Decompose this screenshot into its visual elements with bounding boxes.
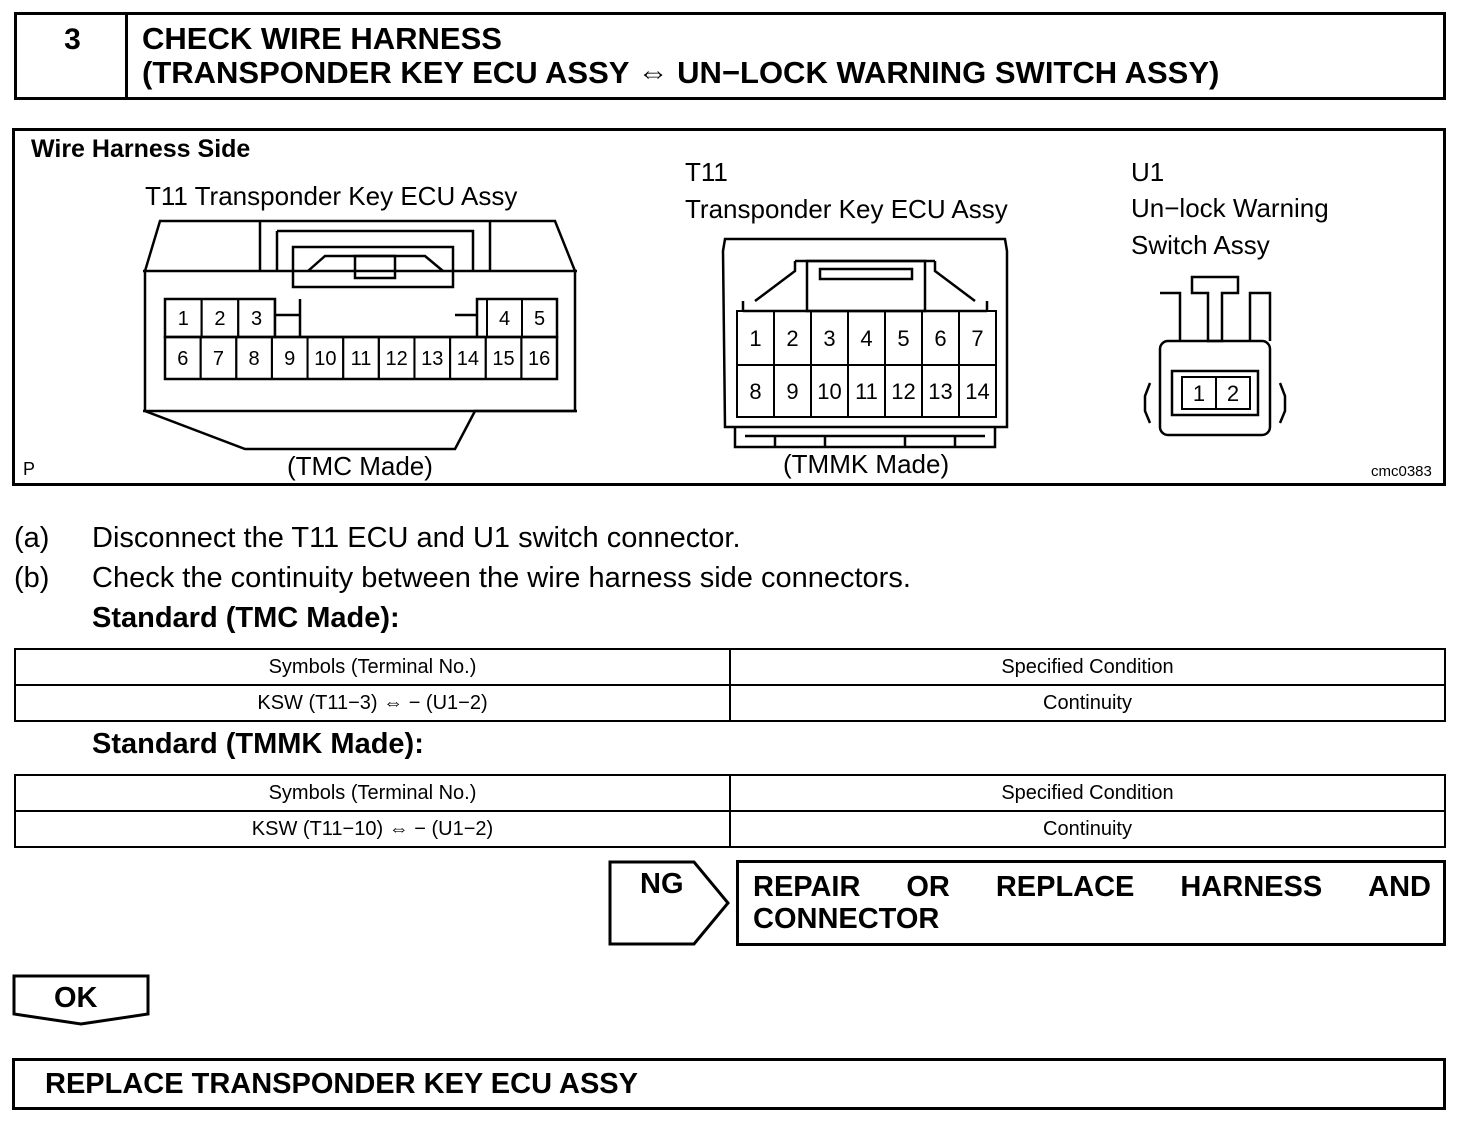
tmmk-pin-2: 2 bbox=[786, 325, 799, 351]
tmmk-pin-9: 9 bbox=[786, 378, 799, 404]
table-header-cell: Symbols (Terminal No.) bbox=[15, 775, 730, 811]
tmc-pin-5: 5 bbox=[533, 308, 546, 331]
final-action-box bbox=[12, 1058, 1446, 1110]
step-b-marker: (b) bbox=[14, 562, 50, 594]
tmmk-pin-13: 13 bbox=[928, 378, 953, 404]
ng-action-word: REPLACE bbox=[995, 871, 1135, 903]
standard-tmmk-label: Standard (TMMK Made): bbox=[92, 728, 424, 760]
step-number-box bbox=[14, 12, 128, 100]
tmc-pin-7: 7 bbox=[212, 348, 225, 371]
ng-action-box bbox=[736, 860, 1446, 946]
step-b-text: Check the continuity between the wire harness side connectors. bbox=[92, 562, 911, 594]
ok-label: OK bbox=[54, 982, 98, 1014]
standard-tmc-label: Standard (TMC Made): bbox=[92, 602, 400, 634]
tmc-pin-9: 9 bbox=[284, 348, 296, 371]
table-header-row bbox=[15, 775, 1445, 811]
tmmk-connector-title: Transponder Key ECU Assy bbox=[685, 194, 1008, 224]
tmmk-pin-4: 4 bbox=[860, 325, 873, 351]
table-header-row bbox=[15, 649, 1445, 685]
tmmk-pin-7: 7 bbox=[971, 325, 984, 351]
tmc-pin-3: 3 bbox=[250, 308, 263, 331]
tmc-pin-8: 8 bbox=[248, 348, 260, 371]
step-number: 3 bbox=[64, 23, 81, 56]
table-cell: KSW (T11−3) ⇔ − (U1−2) bbox=[15, 685, 730, 721]
switch-pin-1: 1 bbox=[1192, 380, 1206, 406]
tmc-pin-15: 15 bbox=[492, 348, 515, 371]
tmmk-pin-6: 6 bbox=[934, 325, 947, 351]
tmc-caption: (TMC Made) bbox=[287, 451, 433, 481]
ng-label: NG bbox=[640, 868, 684, 900]
figure-id: cmc0383 bbox=[1371, 463, 1432, 480]
step-title-line2: (TRANSPONDER KEY ECU ASSY ⇔ UN−LOCK WARNING SWITCH ASSY) bbox=[142, 55, 1220, 90]
switch-code: U1 bbox=[1131, 157, 1165, 187]
ng-action-word: OR bbox=[906, 871, 950, 903]
switch-connector-drawing bbox=[1140, 271, 1290, 441]
tmc-pin-10: 10 bbox=[314, 348, 337, 371]
step-a-marker: (a) bbox=[14, 522, 50, 554]
tmmk-pin-10: 10 bbox=[817, 378, 842, 404]
table-cell: Continuity bbox=[730, 685, 1445, 721]
tmmk-caption: (TMMK Made) bbox=[783, 449, 950, 479]
tmc-pin-4: 4 bbox=[498, 308, 511, 331]
tmmk-pin-11: 11 bbox=[855, 378, 878, 404]
step-title-box bbox=[125, 12, 1446, 100]
tmc-pin-14: 14 bbox=[456, 348, 480, 371]
tmc-connector-title: T11 Transponder Key ECU Assy bbox=[145, 181, 518, 211]
tmc-pin-6: 6 bbox=[177, 348, 189, 371]
table-header-cell: Specified Condition bbox=[730, 775, 1445, 811]
corner-letter: P bbox=[23, 459, 36, 479]
tmc-pin-11: 11 bbox=[350, 348, 372, 371]
switch-pin-2: 2 bbox=[1226, 380, 1240, 406]
table-cell: KSW (T11−10) ⇔ − (U1−2) bbox=[15, 811, 730, 847]
step-a-text: Disconnect the T11 ECU and U1 switch connector. bbox=[92, 522, 741, 554]
tmmk-pin-3: 3 bbox=[823, 325, 836, 351]
switch-title-line1: Un−lock Warning bbox=[1131, 193, 1329, 223]
tmc-pin-1: 1 bbox=[177, 308, 189, 331]
tmc-pin-13: 13 bbox=[421, 348, 444, 371]
table-header-cell: Specified Condition bbox=[730, 649, 1445, 685]
tmc-pin-12: 12 bbox=[385, 348, 408, 371]
connector-figure bbox=[12, 128, 1446, 486]
standard-tmmk-table bbox=[14, 774, 1446, 848]
tmmk-pin-14: 14 bbox=[965, 378, 990, 404]
ng-action-line2: CONNECTOR bbox=[753, 903, 940, 935]
ng-action-word: REPAIR bbox=[753, 871, 861, 903]
final-action-text: REPLACE TRANSPONDER KEY ECU ASSY bbox=[45, 1068, 638, 1100]
ng-action-word: AND bbox=[1368, 871, 1431, 903]
tmmk-pin-12: 12 bbox=[891, 378, 916, 404]
ng-action-word: HARNESS bbox=[1180, 871, 1323, 903]
table-row bbox=[15, 811, 1445, 847]
tmmk-pin-8: 8 bbox=[749, 378, 762, 404]
table-row bbox=[15, 685, 1445, 721]
table-header-cell: Symbols (Terminal No.) bbox=[15, 649, 730, 685]
tmc-pin-2: 2 bbox=[214, 308, 226, 331]
table-cell: Continuity bbox=[730, 811, 1445, 847]
step-title-line1: CHECK WIRE HARNESS bbox=[142, 21, 502, 56]
tmmk-connector-code: T11 bbox=[685, 157, 728, 187]
tmmk-pin-5: 5 bbox=[897, 325, 910, 351]
wire-harness-side-label: Wire Harness Side bbox=[31, 135, 251, 163]
standard-tmc-table bbox=[14, 648, 1446, 722]
tmmk-pin-1: 1 bbox=[749, 325, 762, 351]
tmc-connector-drawing bbox=[125, 211, 595, 461]
switch-title-line2: Switch Assy bbox=[1131, 230, 1270, 260]
ng-action-line1 bbox=[753, 871, 1431, 904]
tmmk-connector-drawing bbox=[715, 231, 1015, 451]
tmc-pin-16: 16 bbox=[528, 348, 551, 371]
